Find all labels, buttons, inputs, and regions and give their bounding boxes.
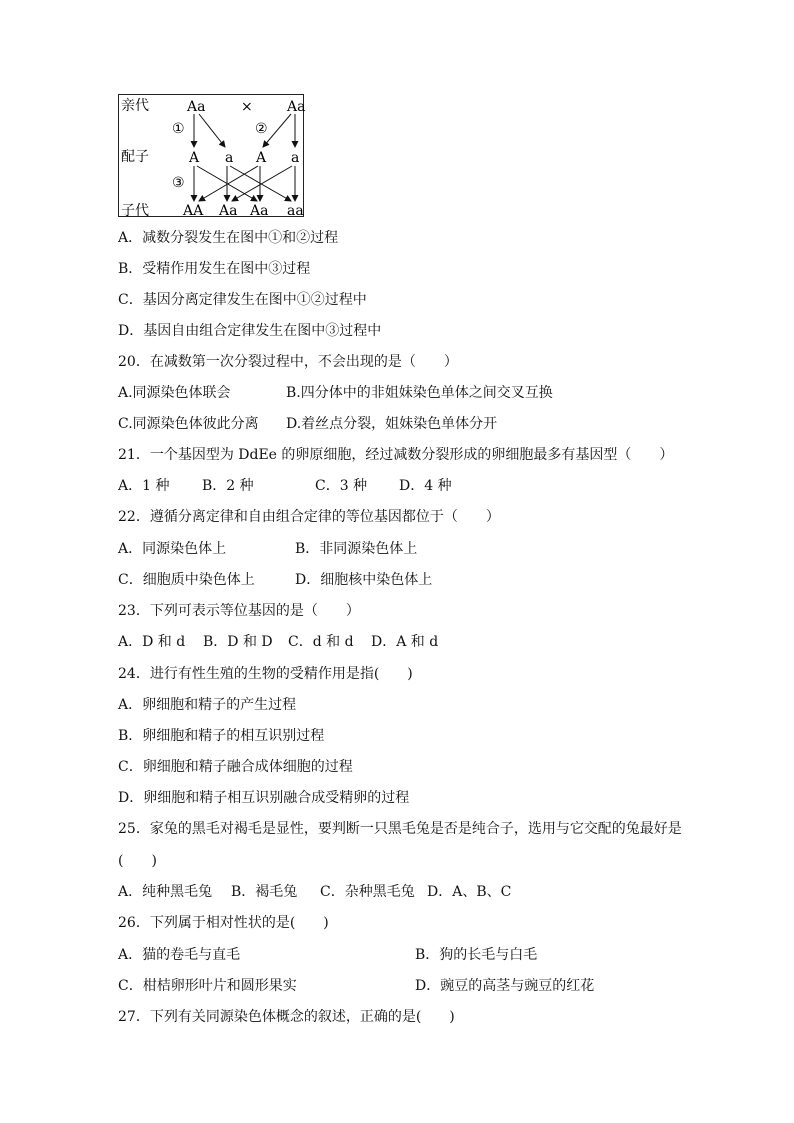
step2-marker: ② [255,121,268,137]
q20-option-b: B.四分体中的非姐妹染色单体之间交叉互换 [286,385,553,401]
q25-stem: 25．家兔的黑毛对褐毛是显性，要判断一只黑毛兔是否是纯合子，选用与它交配的兔最好是 [118,821,682,837]
gamete-2: a [225,150,234,166]
step3-marker: ③ [172,175,185,191]
q23-option-b: B．D 和 D [203,634,273,650]
q19-option-a: A．减数分裂发生在图中①和②过程 [118,230,339,246]
offspring-4: aa [287,203,304,219]
q22-option-b: B．非同源染色体上 [295,541,418,557]
q25-option-c: C．杂种黑毛兔 [320,884,415,900]
q19-option-b: B．受精作用发生在图中③过程 [118,261,311,277]
q25-option-b: B．褐毛兔 [231,884,298,900]
q20-option-c: C.同源染色体彼此分离 [118,416,259,432]
q25-option-d: D．A、B、C [427,884,512,900]
q27-stem: 27．下列有关同源染色体概念的叙述，正确的是( ) [118,1009,455,1025]
q19-option-c: C．基因分离定律发生在图中①②过程中 [118,292,367,308]
q22-option-d: D．细胞核中染色体上 [295,572,433,588]
parent-left: Aa [187,99,206,115]
q24-stem: 24．进行有性生殖的生物的受精作用是指( ) [118,666,413,682]
q20-stem: 20．在减数第一次分裂过程中，不会出现的是（ ） [118,354,458,370]
q20-option-d: D.着丝点分裂，姐妹染色单体分开 [286,416,498,432]
q23-option-d: D．A 和 d [371,634,439,650]
q21-stem: 21．一个基因型为 DdEe 的卵原细胞，经过减数分裂形成的卵细胞最多有基因型（ ） [118,447,674,463]
label-offspring: 子代 [121,203,149,219]
q24-option-c: C．卵细胞和精子融合成体细胞的过程 [118,759,353,775]
q24-option-b: B．卵细胞和精子的相互识别过程 [118,728,325,744]
q26-option-c: C．柑桔卵形叶片和圆形果实 [118,978,297,994]
offspring-2: Aa [219,203,238,219]
q23-option-a: A．D 和 d [118,634,186,650]
label-gamete: 配子 [121,149,149,165]
label-parent: 亲代 [121,98,149,114]
step1-marker: ① [172,121,185,137]
gamete-4: a [291,150,300,166]
arrow-g4-o2 [232,166,292,201]
cross-diagram-svg [119,95,305,218]
q26-option-b: B．狗的长毛与白毛 [415,947,538,963]
q21-option-a: A．1 种 [118,478,170,494]
q21-option-b: B．2 种 [202,478,254,494]
q22-option-c: C．细胞质中染色体上 [118,572,255,588]
q24-option-a: A．卵细胞和精子的产生过程 [118,697,297,713]
q22-option-a: A．同源染色体上 [118,541,227,557]
gamete-3: A [256,150,267,166]
q26-option-d: D．豌豆的高茎与豌豆的红花 [415,978,595,994]
q21-option-c: C．3 种 [315,478,368,494]
q26-stem: 26．下列属于相对性状的是( ) [118,915,329,931]
q23-stem: 23．下列可表示等位基因的是（ ） [118,603,360,619]
offspring-1: AA [183,203,204,219]
gamete-1: A [189,150,200,166]
parent-right: Aa [287,99,306,115]
q19-option-d: D．基因自由组合定律发生在图中③过程中 [118,323,382,339]
q26-option-a: A．猫的卷毛与直毛 [118,947,241,963]
cross-symbol: × [241,99,253,115]
q25-stem-cont: ( ) [118,853,157,869]
offspring-3: Aa [250,203,269,219]
q20-option-a: A.同源染色体联会 [118,385,231,401]
q22-stem: 22．遵循分离定律和自由组合定律的等位基因都位于（ ） [118,509,500,525]
q21-option-d: D．4 种 [399,478,452,494]
cross-diagram [118,94,304,217]
arrow-p1-g2 [199,114,225,147]
q23-option-c: C．d 和 d [288,634,354,650]
arrow-g3-o1 [199,166,258,201]
q24-option-d: D．卵细胞和精子相互识别融合成受精卵的过程 [118,790,410,806]
q25-option-a: A．纯种黑毛兔 [118,884,213,900]
